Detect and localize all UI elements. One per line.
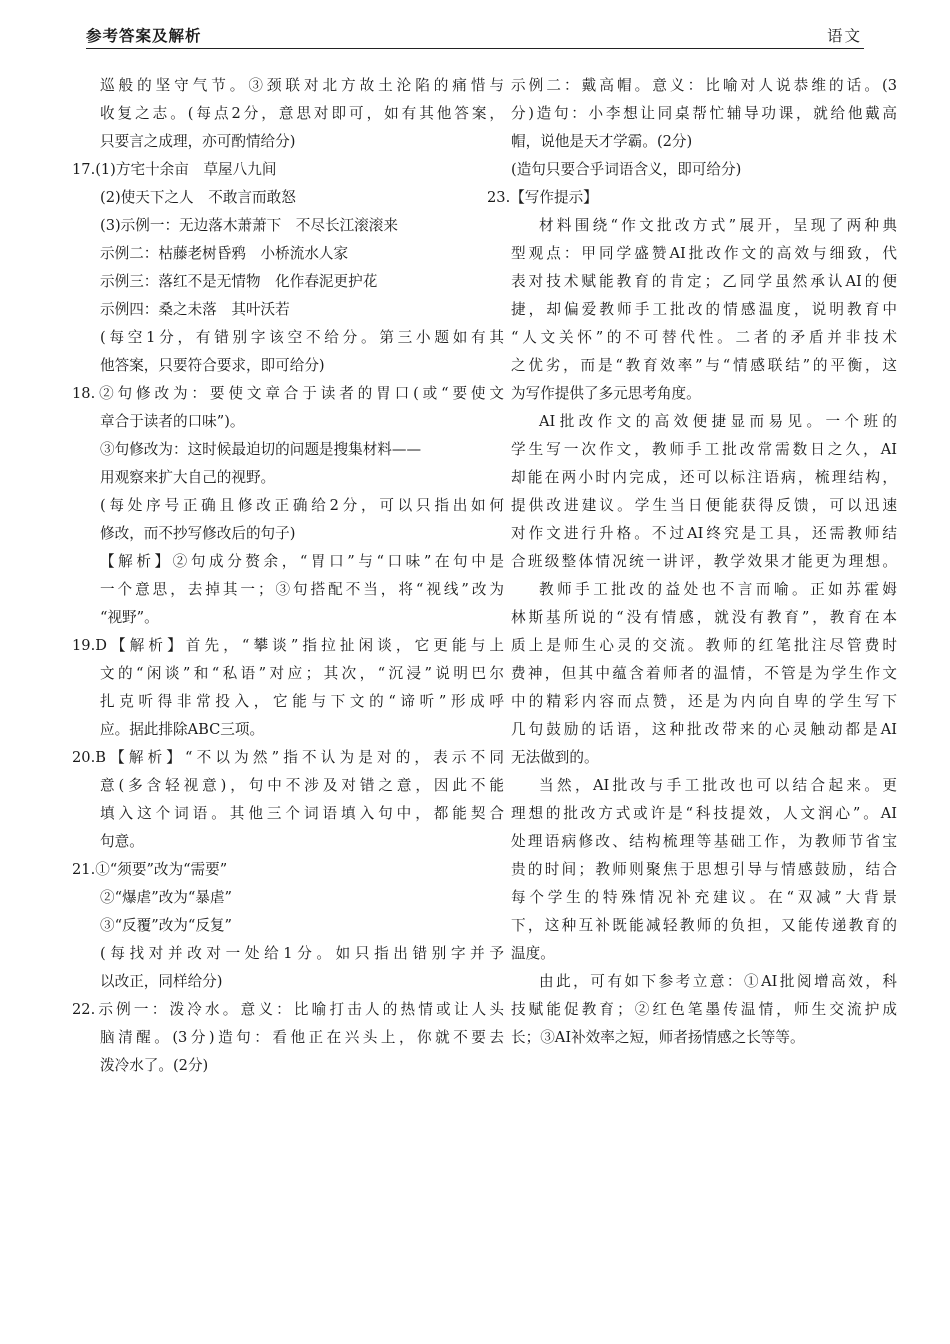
text-line: ②“爆虐”改为“暴虐”: [100, 889, 232, 906]
text-line: 处理语病修改、结构梳理等基础工作，为教师节省宝: [511, 833, 897, 850]
text-line: 合班级整体情况统一讲评，教学效果才能更为理想。: [511, 553, 897, 570]
text-line: 质上是师生心灵的交流。教师的红笔批注尽管费时: [511, 637, 897, 654]
text-line: 收复之志。(每点2分，意思对即可，如有其他答案，: [100, 105, 504, 122]
text-line: “人文关怀”的不可替代性。二者的矛盾并非技术: [511, 329, 897, 346]
text-line: 理想的批改方式或许是“科技提效，人文润心”。AI: [511, 805, 897, 822]
text-line: 泼冷水了。(2分): [100, 1057, 209, 1074]
text-line: 却能在两小时内完成，还可以标注语病，梳理结构，: [511, 469, 897, 486]
text-line: 18.②句修改为：要使文章合于读者的胃口(或“要使文: [72, 385, 504, 402]
text-line: 帽，说他是天才学霸。(2分): [511, 133, 693, 150]
text-line: 文的“闲谈”和“私语”对应；其次，“沉浸”说明巴尔: [100, 665, 504, 682]
text-line: AI批改作文的高效便捷显而易见。一个班的: [539, 413, 897, 430]
header-subject: 语文: [826, 27, 862, 45]
text-line: 一个意思，去掉其一；③句搭配不当，将“视线”改为: [100, 581, 504, 598]
text-line: 20.B【解析】“不以为然”指不认为是对的，表示不同: [72, 749, 504, 766]
text-line: (造句只要合乎词语含义，即可给分): [511, 161, 742, 178]
header-title: 参考答案及解析: [86, 27, 202, 45]
text-line: ③“反覆”改为“反复”: [100, 917, 232, 934]
text-line: 技赋能促教育；②红色笔墨传温情，师生交流护成: [511, 1001, 897, 1018]
text-line: 当然，AI批改与手工批改也可以结合起来。更: [539, 777, 897, 794]
text-line: 填入这个词语。其他三个词语填入句中，都能契合: [100, 805, 504, 822]
text-line: 22.示例一：泼冷水。意义：比喻打击人的热情或让人头: [72, 1001, 504, 1018]
text-line: 每个学生的特殊情况补充建议。在“双减”大背景: [511, 889, 897, 906]
text-line: 应。据此排除ABC三项。: [100, 721, 265, 738]
text-line: 巡般的坚守气节。③颈联对北方故土沦陷的痛惜与: [100, 77, 504, 94]
text-line: (每处序号正确且修改正确给2分，可以只指出如何: [100, 497, 504, 514]
text-line: 提供改进建议。学生当日便能获得反馈，可以迅速: [511, 497, 897, 514]
right-column: [487, 72, 897, 1052]
text-line: 17.(1)方宅十余亩 草屋八九间: [72, 161, 277, 178]
text-line: 林斯基所说的“没有情感，就没有教育”，教育在本: [511, 609, 897, 626]
text-line: 用观察来扩大自己的视野。: [100, 469, 276, 486]
left-column: [72, 72, 504, 1080]
text-line: 材料围绕“作文批改方式”展开，呈现了两种典: [539, 217, 897, 234]
page-header: [86, 22, 864, 49]
text-line: 分)造句：小李想让同桌帮忙辅导功课，就给他戴高: [511, 105, 897, 122]
text-line: 扎克听得非常投入，它能与下文的“谛听”形成呼: [100, 693, 504, 710]
text-line: 只要言之成理，亦可酌情给分): [100, 133, 296, 150]
text-line: 温度。: [511, 945, 555, 962]
text-line: 表对技术赋能教育的肯定；乙同学虽然承认AI的便: [511, 273, 897, 290]
text-line: (2)使天下之人 不敢言而敢怒: [100, 189, 296, 206]
text-line: 句意。: [100, 833, 144, 850]
text-line: 之优劣，而是“教育效率”与“情感联结”的平衡，这: [511, 357, 897, 374]
text-line: 示例四：桑之未落 其叶沃若: [100, 301, 290, 318]
text-line: 【解析】②句成分赘余，“胃口”与“口味”在句中是: [100, 553, 504, 570]
text-line: 学生写一次作文，教师手工批改常需数日之久，AI: [511, 441, 897, 458]
text-line: 示例二：戴高帽。意义：比喻对人说恭维的话。(3: [511, 77, 897, 94]
text-line: 以改正，同样给分): [100, 973, 223, 990]
text-line: 由此，可有如下参考立意：①AI批阅增高效，科: [539, 973, 897, 990]
text-line: 21.①“须要”改为“需要”: [72, 861, 228, 878]
text-line: (每空1分，有错别字该空不给分。第三小题如有其: [100, 329, 504, 346]
text-line: (3)示例一：无边落木萧萧下 不尽长江滚滚来: [100, 217, 398, 234]
text-line: 教师手工批改的益处也不言而喻。正如苏霍姆: [539, 581, 897, 598]
text-line: 捷，却偏爱教师手工批改的情感温度，说明教育中: [511, 301, 897, 318]
text-line: 几句鼓励的话语，这种批改带来的心灵触动都是AI: [511, 721, 897, 738]
text-line: 修改，而不抄写修改后的句子): [100, 525, 296, 542]
text-line: “视野”。: [100, 609, 159, 626]
text-line: 他答案，只要符合要求，即可给分): [100, 357, 325, 374]
text-line: 23.【写作提示】: [487, 189, 598, 206]
text-line: 长；③AI补效率之短，师者扬情感之长等等。: [511, 1029, 805, 1046]
text-line: 示例三：落红不是无情物 化作春泥更护花: [100, 273, 378, 290]
text-line: 脑清醒。(3分)造句：看他正在兴头上，你就不要去: [100, 1029, 504, 1046]
text-line: 示例二：枯藤老树昏鸦 小桥流水人家: [100, 245, 349, 262]
text-line: 型观点：甲同学盛赞AI批改作文的高效与细致，代: [511, 245, 897, 262]
text-line: 中的精彩内容而点赞，还是为内向自卑的学生写下: [511, 693, 897, 710]
text-line: 19.D【解析】首先，“攀谈”指拉扯闲谈，它更能与上: [72, 637, 504, 654]
text-line: 无法做到的。: [511, 749, 599, 766]
text-line: ③句修改为：这时候最迫切的问题是搜集材料——: [100, 441, 422, 458]
text-line: 下，这种互补既能减轻教师的负担，又能传递教育的: [511, 917, 897, 934]
text-line: 为写作提供了多元思考角度。: [511, 385, 701, 402]
text-line: 对作文进行升格。不过AI终究是工具，还需教师结: [511, 525, 897, 542]
text-line: 费神，但其中蕴含着师者的温情，不管是为学生作文: [511, 665, 897, 682]
text-line: 贵的时间；教师则聚焦于思想引导与情感鼓励，结合: [511, 861, 897, 878]
text-line: 意(多含轻视意)，句中不涉及对错之意，因此不能: [100, 777, 504, 794]
text-line: (每找对并改对一处给1分。如只指出错别字并予: [100, 945, 504, 962]
text-line: 章合于读者的口味”)。: [100, 413, 245, 430]
